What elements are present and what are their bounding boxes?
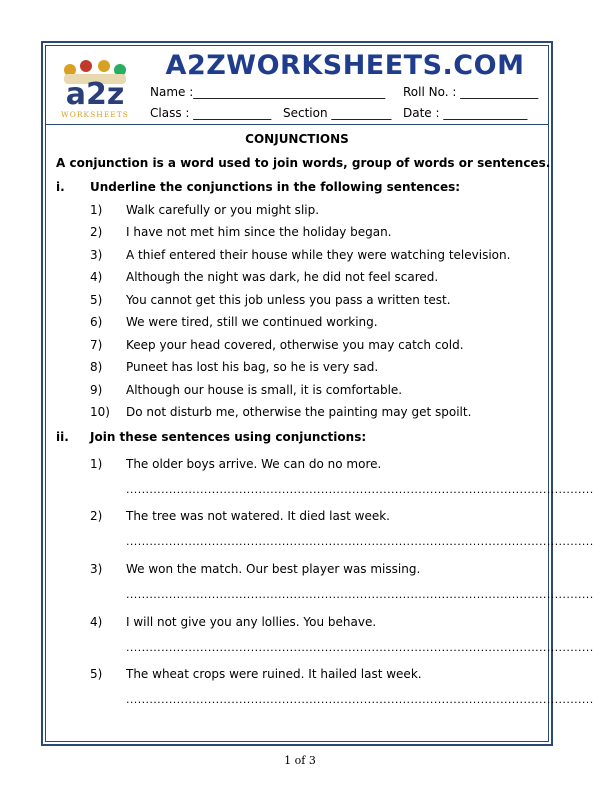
site-title: A2ZWORKSHEETS.COM: [165, 50, 525, 81]
section-ii-number: ii.: [56, 430, 69, 444]
s2-item-sentences: We won the match. Our best player was missing.: [126, 562, 421, 576]
s2-item-number: 3): [90, 562, 103, 576]
s1-item-number: 1): [90, 203, 103, 217]
s2-item-number: 1): [90, 457, 103, 471]
roll-no-field: Roll No. : _____________: [403, 85, 539, 99]
section-i-number: i.: [56, 180, 65, 194]
s2-item-number: 5): [90, 667, 103, 681]
intro-definition: A conjunction is a word used to join words, group of words or sentences.: [56, 156, 551, 170]
date-field: Date : ______________: [403, 106, 528, 120]
s1-item-number: 4): [90, 270, 103, 284]
s1-item-sentence: Walk carefully or you might slip.: [126, 203, 320, 217]
answer-line[interactable]: ........................................................................................................................: [126, 693, 594, 706]
header-divider: [45, 124, 549, 125]
page-number: 1 of 3: [284, 754, 316, 767]
svg-text:a2z: a2z: [65, 77, 125, 112]
class-field: Class : _____________: [150, 106, 272, 120]
worksheet-title: CONJUNCTIONS: [245, 132, 349, 146]
s1-item-number: 5): [90, 293, 103, 307]
a2z-logo: [56, 56, 134, 120]
answer-line[interactable]: ........................................................................................................................: [126, 641, 594, 654]
answer-line[interactable]: ........................................................................................................................: [126, 483, 594, 496]
s1-item-sentence: Keep your head covered, otherwise you may catch cold.: [126, 338, 464, 352]
logo-wordmark: WORKSHEETS: [61, 110, 129, 119]
s2-item-sentences: The tree was not watered. It died last week.: [126, 509, 390, 523]
s1-item-sentence: Although our house is small, it is comfortable.: [126, 383, 403, 397]
s1-item-number: 7): [90, 338, 103, 352]
s2-item-sentences: I will not give you any lollies. You behave.: [126, 615, 377, 629]
s1-item-sentence: I have not met him since the holiday began.: [126, 225, 392, 239]
s1-item-number: 9): [90, 383, 103, 397]
s2-item-sentences: The older boys arrive. We can do no more.: [126, 457, 382, 471]
section-ii-heading: Join these sentences using conjunctions:: [90, 430, 367, 444]
s1-item-number: 8): [90, 360, 103, 374]
s1-item-number: 6): [90, 315, 103, 329]
s1-item-sentence: You cannot get this job unless you pass a written test.: [126, 293, 451, 307]
answer-line[interactable]: ........................................................................................................................: [126, 588, 594, 601]
s1-item-sentence: Although the night was dark, he did not feel scared.: [126, 270, 439, 284]
section-field: Section __________: [283, 106, 392, 120]
section-i-heading: Underline the conjunctions in the following sentences:: [90, 180, 461, 194]
answer-line[interactable]: ........................................................................................................................: [126, 535, 594, 548]
name-field: Name :________________________________: [150, 85, 386, 99]
s1-item-sentence: We were tired, still we continued working.: [126, 315, 378, 329]
s1-item-number: 2): [90, 225, 103, 239]
s2-item-number: 4): [90, 615, 103, 629]
s2-item-sentences: The wheat crops were ruined. It hailed last week.: [126, 667, 422, 681]
s1-item-number: 10): [90, 405, 110, 419]
s2-item-number: 2): [90, 509, 103, 523]
s1-item-sentence: Puneet has lost his bag, so he is very sad.: [126, 360, 379, 374]
s1-item-sentence: Do not disturb me, otherwise the painting may get spoilt.: [126, 405, 472, 419]
s1-item-number: 3): [90, 248, 103, 262]
s1-item-sentence: A thief entered their house while they were watching television.: [126, 248, 511, 262]
